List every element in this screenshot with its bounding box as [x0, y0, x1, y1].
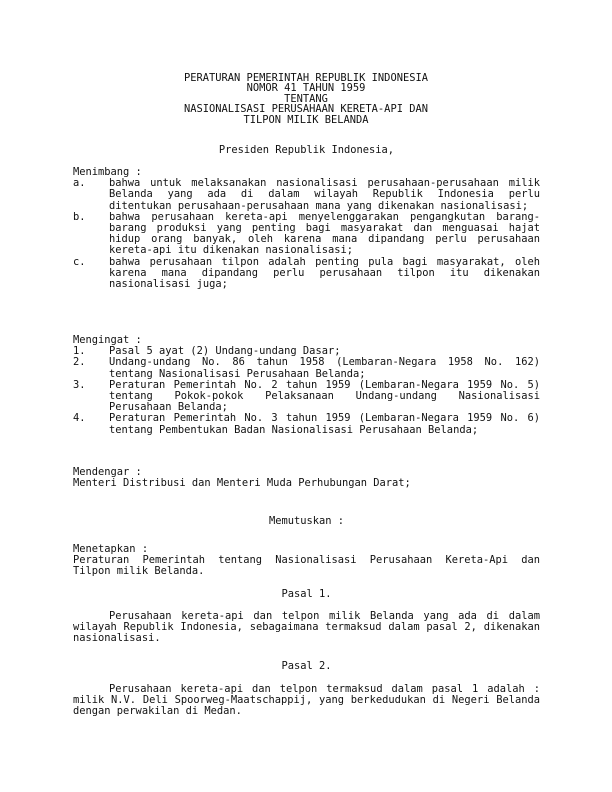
- item-text: bahwa perusahaan tilpon adalah penting pula bagi masyarakat, oleh karena mana dipandang perlu perusahaan tilpon itu dikenakan nasionalisasi juga;: [109, 255, 540, 291]
- item-text: Peraturan Pemerintah No. 3 tahun 1959 (Lembaran-Negara 1959 No. 6) tentang Pembentukan Badan Nasionalisasi Perusahaan Belanda;: [109, 412, 540, 436]
- title-line-2: NOMOR 41 TAHUN 1959: [246, 82, 366, 95]
- item-text: Pasal 5 ayat (2) Undang-undang Dasar;: [109, 345, 341, 358]
- president-line: Presiden Republik Indonesia,: [218, 144, 395, 156]
- item-text: Undang-undang No. 86 tahun 1958 (Lembaran-Negara 1958 No. 162) tentang Nasionalisasi Perusahaan Belanda;: [109, 356, 540, 380]
- menimbang-section: [73, 167, 540, 290]
- mengingat-item-3: [73, 380, 540, 414]
- title-line-1: PERATURAN PEMERINTAH REPUBLIK INDONESIA: [184, 72, 428, 84]
- item-label: a.: [73, 177, 86, 190]
- regulation-title: [72, 73, 540, 125]
- item-text: bahwa untuk melaksanakan nasionalisasi perusahaan-perusahaan milik Belanda yang ada di dalam wilayah Republik Indonesia perlu ditentukan perusahaan-perusahaan mana yang dikenakan nasionalisasi;: [109, 177, 540, 212]
- item-text: Peraturan Pemerintah No. 2 tahun 1959 (Lembaran-Negara 1959 No. 5) tentang Pokok-pokok Pelaksanaan Undang-undang Nasionalisasi Perusahaan Belanda;: [109, 378, 540, 414]
- item-label: 3.: [73, 378, 86, 391]
- pasal-1-heading: Pasal 1.: [281, 588, 332, 600]
- menetapkan-section: [73, 544, 540, 578]
- mengingat-section: [73, 335, 540, 436]
- mengingat-heading: Mengingat :: [73, 334, 142, 346]
- pasal-2-heading: Pasal 2.: [281, 660, 332, 672]
- mengingat-item-4: [73, 413, 540, 435]
- mendengar-heading: Mendengar :: [73, 466, 142, 478]
- item-label: c.: [73, 255, 86, 268]
- item-label: 4.: [73, 412, 86, 425]
- menimbang-item-a: [73, 178, 540, 212]
- item-label: 1.: [73, 345, 86, 358]
- menetapkan-text: Peraturan Pemerintah tentang Nasionalisasi Perusahaan Kereta-Api dan Tilpon milik Belanda.: [73, 554, 540, 578]
- item-label: b.: [73, 210, 86, 223]
- memutuskan-heading: Memutuskan :: [268, 515, 345, 527]
- menimbang-item-c: [73, 257, 540, 291]
- item-text: bahwa perusahaan kereta-api menyelenggarakan pengangkutan barang-barang produksi yang penting bagi masyarakat dan menguasai hajat hidup orang banyak, oleh karena mana dipandang perlu perusahaan kereta-api itu dikenakan nasionalisasi;: [109, 210, 540, 257]
- pasal-2-text: Perusahaan kereta-api dan telpon termaksud dalam pasal 1 adalah : milik N.V. Deli Spoorweg-Maatschappij, yang berkedudukan di Negeri Belanda dengan perwakilan di Medan.: [73, 683, 540, 718]
- menimbang-heading: Menimbang :: [73, 166, 142, 178]
- mendengar-section: [73, 467, 540, 489]
- menimbang-item-b: [73, 212, 540, 257]
- mengingat-item-2: [73, 357, 540, 379]
- menetapkan-heading: Menetapkan :: [73, 543, 149, 555]
- title-line-5: TILPON MILIK BELANDA: [243, 113, 369, 126]
- mendengar-text: Menteri Distribusi dan Menteri Muda Perhubungan Darat;: [73, 477, 411, 490]
- item-label: 2.: [73, 356, 86, 369]
- pasal-1-text: Perusahaan kereta-api dan telpon milik Belanda yang ada di dalam wilayah Republik Indonesia, sebagaimana termaksud dalam pasal 2, dikenakan nasionalisasi.: [73, 610, 540, 645]
- title-line-3: TENTANG: [284, 92, 328, 105]
- title-line-4: NASIONALISASI PERUSAHAAN KERETA-API DAN: [184, 103, 428, 116]
